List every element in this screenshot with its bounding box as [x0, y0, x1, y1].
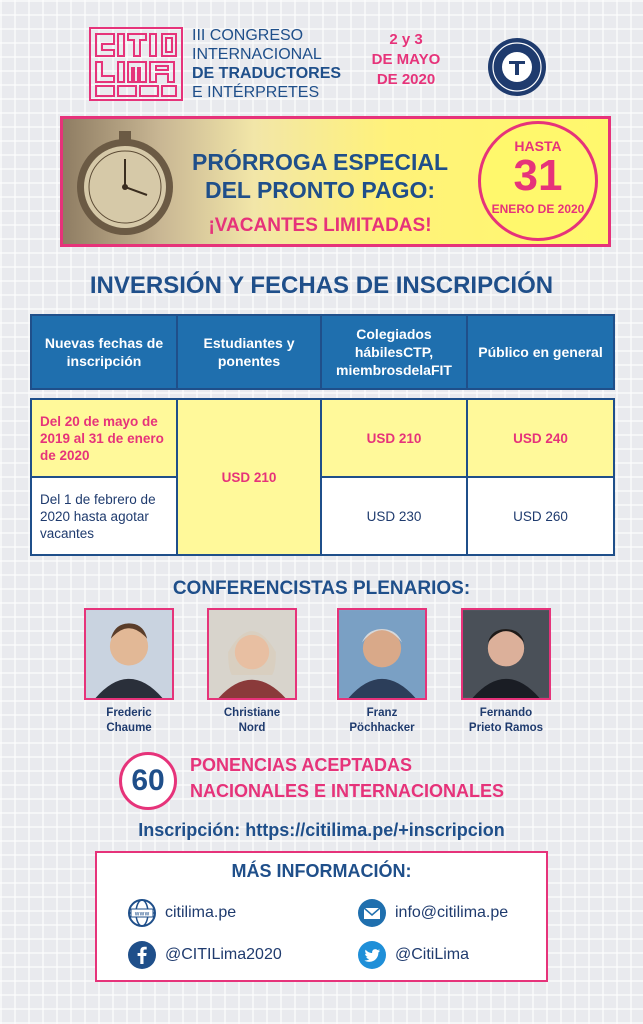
speaker-name-1: Christiane [223, 707, 281, 719]
row2-period: Del 1 de febrero de 2020 hasta agotar vacantes [31, 477, 177, 555]
papers-count-badge: 60 [119, 752, 177, 810]
speaker-name-2: Pöchhacker [349, 722, 415, 734]
speaker-name-2: Prieto Ramos [468, 722, 544, 734]
speaker-photo [461, 608, 551, 700]
row1-public-price: USD 240 [467, 399, 614, 477]
table-row [31, 477, 614, 555]
papers-line-1: PONENCIAS ACEPTADAS [190, 755, 413, 775]
deadline-day: 31 [513, 151, 563, 200]
twitter-bird-icon [357, 940, 387, 970]
speaker-card [336, 608, 428, 736]
speaker-photo [337, 608, 427, 700]
price-table [30, 314, 615, 556]
event-date [362, 30, 450, 90]
citi-lima-2020-logo [88, 26, 184, 102]
title-line-4: E INTÉRPRETES [192, 84, 320, 101]
title-line-1: III CONGRESO [192, 27, 304, 44]
students-price: USD 210 [177, 399, 321, 555]
twitter-contact[interactable] [357, 939, 469, 971]
banner-subheadline: ¡VACANTES LIMITADAS! [208, 215, 432, 236]
header-dates: Nuevas fechas de inscripción [31, 315, 177, 389]
speaker-name-1: Franz [366, 707, 398, 719]
pocket-watch-image [67, 129, 183, 239]
ctp-seal-logo [487, 37, 547, 97]
facebook-text: @CITILima2020 [165, 946, 282, 963]
row1-members-price: USD 210 [321, 399, 467, 477]
table-gap [31, 389, 614, 399]
registration-link[interactable]: Inscripción: https://citilima.pe/+inscripcion [138, 820, 505, 840]
event-date-line-2: DE MAYO [371, 51, 441, 68]
speaker-card [206, 608, 298, 736]
facebook-contact[interactable] [127, 939, 282, 971]
globe-icon [127, 898, 157, 928]
speaker-card [460, 608, 552, 736]
header-public: Público en general [467, 315, 614, 389]
header-members: Colegiados hábilesCTP, miembrosdelaFIT [321, 315, 467, 389]
early-payment-banner [60, 116, 611, 247]
more-info-box [95, 851, 548, 982]
title-line-2: INTERNACIONAL [192, 46, 322, 63]
event-date-line-3: DE 2020 [376, 71, 436, 88]
speaker-name-2: Chaume [106, 722, 152, 734]
speakers-title: CONFERENCISTAS PLENARIOS: [172, 578, 471, 599]
deadline-month: ENERO DE 2020 [491, 202, 585, 216]
speaker-card [83, 608, 175, 736]
twitter-text: @CitiLima [395, 946, 470, 963]
table-row [31, 399, 614, 477]
speaker-name-1: Fernando [479, 707, 533, 719]
speaker-name-1: Frederic [106, 707, 152, 719]
website-contact[interactable] [127, 897, 236, 929]
email-text: info@citilima.pe [395, 904, 509, 921]
header-students: Estudiantes y ponentes [177, 315, 321, 389]
speaker-name-2: Nord [238, 722, 266, 734]
row2-members-price: USD 230 [321, 477, 467, 555]
congress-title [192, 26, 362, 102]
banner-headline-1: PRÓRROGA ESPECIAL [191, 149, 448, 175]
more-info-title: MÁS INFORMACIÓN: [231, 861, 412, 881]
row1-period: Del 20 de mayo de 2019 al 31 de enero de 2020 [31, 399, 177, 477]
svg-text:www: www [134, 910, 150, 918]
row2-public-price: USD 260 [467, 477, 614, 555]
table-header-row [31, 315, 614, 389]
deadline-badge [478, 121, 598, 241]
email-contact[interactable] [357, 897, 508, 929]
papers-line-2: NACIONALES E INTERNACIONALES [190, 781, 505, 801]
envelope-icon [357, 898, 387, 928]
facebook-icon [127, 940, 157, 970]
deadline-label: HASTA [514, 138, 562, 154]
speaker-photo [207, 608, 297, 700]
title-line-3: DE TRADUCTORES [192, 65, 342, 82]
speaker-photo [84, 608, 174, 700]
banner-headline-2: DEL PRONTO PAGO: [204, 177, 436, 203]
website-text: citilima.pe [165, 904, 237, 921]
investment-title: INVERSIÓN Y FECHAS DE INSCRIPCIÓN [89, 272, 554, 299]
event-date-line-1: 2 y 3 [389, 31, 423, 48]
